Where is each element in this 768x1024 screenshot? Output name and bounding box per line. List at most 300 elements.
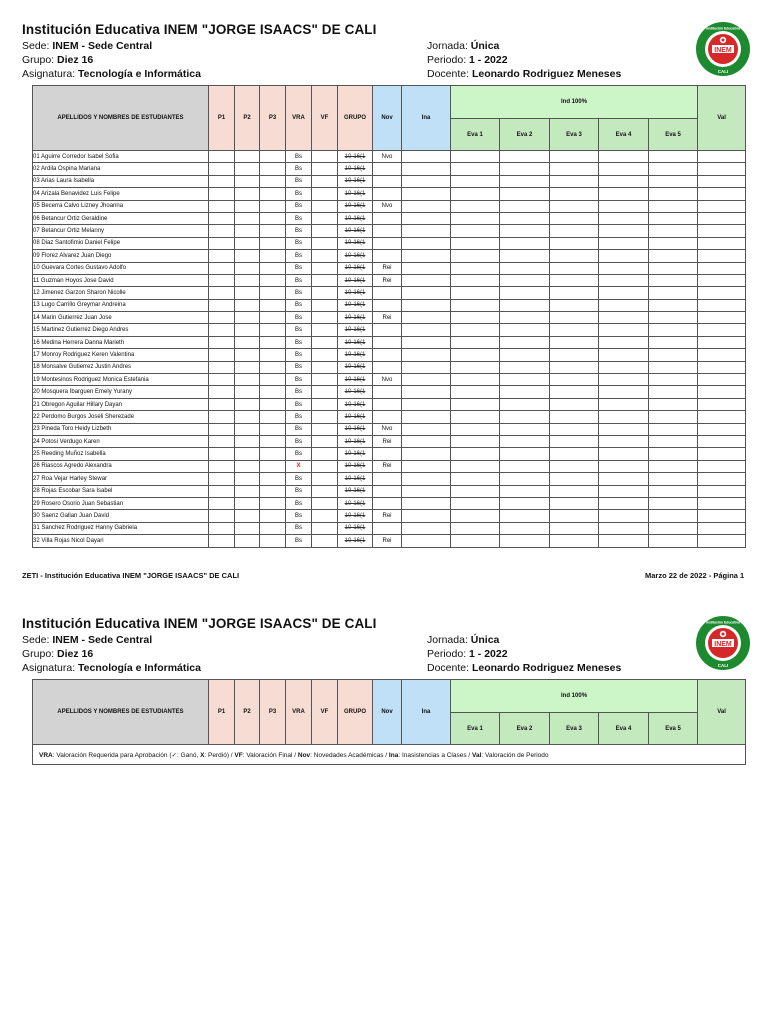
- header-eva-4-2: Eva 4: [599, 713, 649, 745]
- cell-ina: [402, 473, 451, 485]
- cell-eva-2: [500, 262, 550, 274]
- cell-eva-1: [451, 188, 500, 200]
- cell-vf: [312, 287, 338, 299]
- table-row: [33, 448, 746, 460]
- cell-nov: [373, 324, 402, 336]
- table-row: [33, 225, 746, 237]
- cell-p2: [235, 435, 260, 447]
- docente-value: Leonardo Rodriguez Meneses: [471, 68, 622, 80]
- cell-eva-2: [500, 535, 550, 547]
- cell-eva-4: [599, 200, 649, 212]
- cell-eva-3: [550, 151, 599, 163]
- table-row: [33, 423, 746, 435]
- cell-vf: [312, 510, 338, 522]
- student-name: 26 Riascos Agredo Alexandra: [33, 460, 209, 472]
- cell-p1: [209, 312, 235, 324]
- cell-grupo: 10-16(1: [338, 349, 373, 361]
- cell-ina: [402, 299, 451, 311]
- cell-eva-5: [649, 361, 698, 373]
- footer-date-page: Marzo 22 de 2022 - Página 1: [645, 571, 745, 580]
- cell-vra: Bs: [286, 274, 312, 286]
- cell-eva-5: [649, 312, 698, 324]
- cell-eva-5: [649, 336, 698, 348]
- cell-eva-2: [500, 361, 550, 373]
- cell-nov: [373, 473, 402, 485]
- cell-nov: [373, 411, 402, 423]
- cell-vra: Bs: [286, 225, 312, 237]
- cell-vra: Bs: [286, 535, 312, 547]
- header-ina: Ina: [402, 86, 451, 151]
- cell-grupo: 10-16(1: [338, 398, 373, 410]
- cell-eva-3: [550, 535, 599, 547]
- cell-eva-1: [451, 411, 500, 423]
- student-name: 07 Betancur Ortiz Melanny: [33, 225, 209, 237]
- jornada-label-2: Jornada:: [427, 634, 468, 646]
- student-name: 17 Monroy Rodriguez Keren Valentina: [33, 349, 209, 361]
- cell-eva-4: [599, 411, 649, 423]
- cell-ina: [402, 163, 451, 175]
- cell-grupo: 10-16(1: [338, 287, 373, 299]
- cell-vf: [312, 225, 338, 237]
- cell-vra: X: [286, 460, 312, 472]
- cell-eva-3: [550, 435, 599, 447]
- cell-eva-5: [649, 287, 698, 299]
- cell-nov: [373, 212, 402, 224]
- cell-vf: [312, 374, 338, 386]
- cell-val: [698, 237, 746, 249]
- cell-p1: [209, 188, 235, 200]
- header-eva-2-2: Eva 2: [500, 713, 550, 745]
- cell-ina: [402, 349, 451, 361]
- student-name: 04 Arizala Benavidez Luis Felipe: [33, 188, 209, 200]
- asignatura-value-2: Tecnología e Informática: [78, 662, 201, 674]
- cell-p1: [209, 225, 235, 237]
- cell-eva-1: [451, 435, 500, 447]
- cell-eva-1: [451, 163, 500, 175]
- table-row: [33, 262, 746, 274]
- report-page-2: [0, 594, 768, 1024]
- cell-nov: [373, 237, 402, 249]
- cell-eva-5: [649, 485, 698, 497]
- cell-eva-2: [500, 497, 550, 509]
- cell-eva-2: [500, 188, 550, 200]
- cell-vf: [312, 212, 338, 224]
- cell-nov: [373, 386, 402, 398]
- student-name: 24 Potosi Verdugo Karen: [33, 435, 209, 447]
- cell-vf: [312, 188, 338, 200]
- cell-p3: [260, 324, 286, 336]
- cell-val: [698, 274, 746, 286]
- student-name: 16 Medina Herrera Danna Marieth: [33, 336, 209, 348]
- student-name: 19 Montesinos Rodriguez Monica Estefania: [33, 374, 209, 386]
- header-p2-2: P2: [235, 680, 260, 745]
- cell-vra: Bs: [286, 151, 312, 163]
- cell-vra: Bs: [286, 361, 312, 373]
- cell-ina: [402, 535, 451, 547]
- cell-ina: [402, 324, 451, 336]
- cell-eva-3: [550, 460, 599, 472]
- table-row: [33, 374, 746, 386]
- cell-eva-1: [451, 212, 500, 224]
- cell-vf: [312, 522, 338, 534]
- cell-eva-2: [500, 250, 550, 262]
- cell-eva-4: [599, 324, 649, 336]
- cell-ina: [402, 225, 451, 237]
- jornada-value-2: Única: [470, 634, 500, 646]
- header-eva-4: Eva 4: [599, 119, 649, 151]
- cell-p3: [260, 473, 286, 485]
- cell-val: [698, 299, 746, 311]
- header-eva-1: Eva 1: [451, 119, 500, 151]
- cell-nov: [373, 175, 402, 187]
- header-nov-2: Nov: [373, 680, 402, 745]
- student-name: 30 Saenz Gallan Juan David: [33, 510, 209, 522]
- cell-vra: Bs: [286, 485, 312, 497]
- cell-val: [698, 473, 746, 485]
- cell-p3: [260, 151, 286, 163]
- cell-p2: [235, 312, 260, 324]
- cell-ina: [402, 237, 451, 249]
- student-name: 13 Lugo Carrillo Greymar Andreina: [33, 299, 209, 311]
- cell-val: [698, 200, 746, 212]
- sede-value: INEM - Sede Central: [52, 40, 153, 52]
- cell-eva-3: [550, 287, 599, 299]
- cell-grupo: 10-16(1: [338, 299, 373, 311]
- cell-nov: Rei: [373, 262, 402, 274]
- periodo-label: Periodo:: [427, 54, 467, 66]
- student-name: 08 Diaz Santofimio Daniel Felipe: [33, 237, 209, 249]
- cell-eva-3: [550, 349, 599, 361]
- cell-eva-2: [500, 163, 550, 175]
- table-row: [33, 188, 746, 200]
- table-row: [33, 435, 746, 447]
- cell-eva-1: [451, 423, 500, 435]
- cell-grupo: 10-16(1: [338, 522, 373, 534]
- cell-p3: [260, 522, 286, 534]
- cell-nov: Rei: [373, 435, 402, 447]
- student-name: 12 Jimenez Garzon Sharon Nicolle: [33, 287, 209, 299]
- cell-eva-2: [500, 336, 550, 348]
- institution-title-2: Institución Educativa INEM "JORGE ISAACS" DE CALI: [22, 616, 377, 631]
- meta-right-2: [427, 633, 621, 675]
- cell-vra: Bs: [286, 175, 312, 187]
- cell-ina: [402, 398, 451, 410]
- cell-vf: [312, 163, 338, 175]
- cell-eva-4: [599, 485, 649, 497]
- cell-val: [698, 188, 746, 200]
- cell-p3: [260, 312, 286, 324]
- cell-eva-3: [550, 200, 599, 212]
- student-name: 27 Roa Vejar Harley Stewar: [33, 473, 209, 485]
- cell-p3: [260, 435, 286, 447]
- cell-nov: [373, 448, 402, 460]
- cell-p3: [260, 374, 286, 386]
- table-row: [33, 336, 746, 348]
- cell-vf: [312, 312, 338, 324]
- cell-vra: Bs: [286, 398, 312, 410]
- cell-eva-3: [550, 212, 599, 224]
- cell-eva-5: [649, 175, 698, 187]
- cell-eva-1: [451, 448, 500, 460]
- header-names: APELLIDOS Y NOMBRES DE ESTUDIANTES: [33, 86, 209, 151]
- cell-eva-1: [451, 510, 500, 522]
- cell-nov: [373, 485, 402, 497]
- cell-eva-4: [599, 188, 649, 200]
- periodo-value: 1 - 2022: [469, 54, 508, 66]
- cell-grupo: 10-16(1: [338, 411, 373, 423]
- cell-p3: [260, 361, 286, 373]
- cell-ina: [402, 361, 451, 373]
- cell-p2: [235, 398, 260, 410]
- cell-vra: Bs: [286, 312, 312, 324]
- table-row: [33, 386, 746, 398]
- cell-p1: [209, 497, 235, 509]
- cell-nov: [373, 163, 402, 175]
- cell-eva-2: [500, 274, 550, 286]
- student-name: 14 Marin Gutierrez Juan Jose: [33, 312, 209, 324]
- cell-eva-2: [500, 212, 550, 224]
- cell-p3: [260, 274, 286, 286]
- cell-eva-5: [649, 497, 698, 509]
- cell-eva-1: [451, 460, 500, 472]
- cell-eva-4: [599, 448, 649, 460]
- cell-eva-3: [550, 510, 599, 522]
- cell-p1: [209, 349, 235, 361]
- cell-p3: [260, 423, 286, 435]
- cell-p3: [260, 535, 286, 547]
- cell-eva-3: [550, 522, 599, 534]
- cell-grupo: 10-16(1: [338, 336, 373, 348]
- cell-grupo: 10-16(1: [338, 237, 373, 249]
- meta-right: [427, 39, 621, 81]
- grupo-label: Grupo:: [22, 54, 55, 66]
- cell-eva-3: [550, 398, 599, 410]
- cell-eva-3: [550, 225, 599, 237]
- cell-nov: [373, 497, 402, 509]
- cell-ina: [402, 386, 451, 398]
- table-row: [33, 299, 746, 311]
- cell-eva-5: [649, 374, 698, 386]
- cell-eva-3: [550, 485, 599, 497]
- cell-val: [698, 485, 746, 497]
- cell-nov: Rei: [373, 460, 402, 472]
- student-name: 02 Ardila Ospina Mariana: [33, 163, 209, 175]
- cell-p1: [209, 212, 235, 224]
- cell-ina: [402, 374, 451, 386]
- cell-p2: [235, 361, 260, 373]
- table-row: [33, 535, 746, 547]
- cell-p2: [235, 336, 260, 348]
- cell-p2: [235, 411, 260, 423]
- asignatura-label: Asignatura:: [22, 68, 76, 80]
- cell-nov: Nvo: [373, 200, 402, 212]
- periodo-value-2: 1 - 2022: [469, 648, 508, 660]
- student-name: 15 Martinez Gutierrez Diego Andres: [33, 324, 209, 336]
- cell-val: [698, 287, 746, 299]
- cell-grupo: 10-16(1: [338, 151, 373, 163]
- cell-eva-1: [451, 336, 500, 348]
- cell-val: [698, 312, 746, 324]
- cell-p3: [260, 237, 286, 249]
- header-p1-2: P1: [209, 680, 235, 745]
- cell-vra: Bs: [286, 374, 312, 386]
- cell-eva-3: [550, 374, 599, 386]
- cell-nov: [373, 250, 402, 262]
- cell-p1: [209, 460, 235, 472]
- cell-eva-4: [599, 274, 649, 286]
- cell-eva-2: [500, 435, 550, 447]
- cell-p2: [235, 423, 260, 435]
- student-name: 09 Florez Alvarez Juan Diego: [33, 250, 209, 262]
- student-name: 18 Monsalve Gutierrez Justin Andres: [33, 361, 209, 373]
- cell-eva-1: [451, 522, 500, 534]
- cell-grupo: 10-16(1: [338, 188, 373, 200]
- cell-p3: [260, 225, 286, 237]
- cell-eva-2: [500, 448, 550, 460]
- svg-text:CALI: CALI: [717, 69, 729, 74]
- cell-eva-4: [599, 361, 649, 373]
- cell-grupo: 10-16(1: [338, 497, 373, 509]
- cell-eva-2: [500, 423, 550, 435]
- cell-eva-4: [599, 312, 649, 324]
- cell-eva-2: [500, 200, 550, 212]
- grades-table: [32, 85, 746, 548]
- sede-value-2: INEM - Sede Central: [52, 634, 153, 646]
- cell-p2: [235, 250, 260, 262]
- cell-vf: [312, 151, 338, 163]
- cell-eva-3: [550, 336, 599, 348]
- cell-grupo: 10-16(1: [338, 485, 373, 497]
- student-name: 21 Obregon Aguilar Hillary Dayan: [33, 398, 209, 410]
- student-name: 29 Rosero Osorio Juan Sebastian: [33, 497, 209, 509]
- cell-p2: [235, 473, 260, 485]
- cell-eva-5: [649, 411, 698, 423]
- cell-vra: Bs: [286, 212, 312, 224]
- institution-title: Institución Educativa INEM "JORGE ISAACS" DE CALI: [22, 22, 377, 37]
- cell-eva-3: [550, 188, 599, 200]
- footer-institution: ZETI - Institución Educativa INEM "JORGE ISAACS" DE CALI: [22, 571, 240, 580]
- cell-p1: [209, 274, 235, 286]
- cell-eva-2: [500, 374, 550, 386]
- cell-vf: [312, 262, 338, 274]
- cell-ina: [402, 510, 451, 522]
- table-row: [33, 151, 746, 163]
- table-row: [33, 361, 746, 373]
- cell-vf: [312, 200, 338, 212]
- cell-eva-3: [550, 274, 599, 286]
- student-name: 23 Pineda Toro Heidy Lizbeth: [33, 423, 209, 435]
- cell-vra: Bs: [286, 336, 312, 348]
- cell-vra: Bs: [286, 510, 312, 522]
- cell-val: [698, 411, 746, 423]
- cell-eva-4: [599, 237, 649, 249]
- cell-eva-4: [599, 299, 649, 311]
- cell-eva-1: [451, 386, 500, 398]
- cell-eva-5: [649, 250, 698, 262]
- cell-eva-5: [649, 398, 698, 410]
- cell-grupo: 10-16(1: [338, 510, 373, 522]
- cell-val: [698, 212, 746, 224]
- cell-nov: [373, 522, 402, 534]
- cell-p2: [235, 274, 260, 286]
- cell-vra: Bs: [286, 324, 312, 336]
- cell-p2: [235, 497, 260, 509]
- cell-vra: Bs: [286, 287, 312, 299]
- cell-ina: [402, 250, 451, 262]
- cell-grupo: 10-16(1: [338, 262, 373, 274]
- cell-vf: [312, 485, 338, 497]
- table-row: [33, 312, 746, 324]
- cell-grupo: 10-16(1: [338, 212, 373, 224]
- header-val-2: Val: [698, 680, 746, 745]
- cell-nov: [373, 188, 402, 200]
- cell-grupo: 10-16(1: [338, 312, 373, 324]
- cell-p3: [260, 460, 286, 472]
- cell-vra: Bs: [286, 250, 312, 262]
- cell-ina: [402, 336, 451, 348]
- cell-grupo: 10-16(1: [338, 386, 373, 398]
- cell-val: [698, 262, 746, 274]
- cell-p2: [235, 374, 260, 386]
- cell-ina: [402, 274, 451, 286]
- cell-val: [698, 250, 746, 262]
- cell-vf: [312, 250, 338, 262]
- cell-val: [698, 386, 746, 398]
- cell-eva-5: [649, 200, 698, 212]
- cell-val: [698, 497, 746, 509]
- cell-eva-3: [550, 175, 599, 187]
- meta-left-2: [22, 633, 201, 675]
- sede-label: Sede:: [22, 40, 50, 52]
- cell-eva-1: [451, 374, 500, 386]
- cell-nov: [373, 336, 402, 348]
- cell-grupo: 10-16(1: [338, 163, 373, 175]
- cell-ina: [402, 200, 451, 212]
- header-eva-3-2: Eva 3: [550, 713, 599, 745]
- svg-text:CALI: CALI: [717, 663, 729, 668]
- cell-eva-4: [599, 522, 649, 534]
- cell-val: [698, 163, 746, 175]
- cell-val: [698, 448, 746, 460]
- cell-nov: Nvo: [373, 151, 402, 163]
- cell-eva-5: [649, 262, 698, 274]
- cell-eva-3: [550, 448, 599, 460]
- student-rows: [33, 151, 746, 548]
- cell-grupo: 10-16(1: [338, 361, 373, 373]
- cell-grupo: 10-16(1: [338, 274, 373, 286]
- cell-nov: [373, 225, 402, 237]
- cell-ina: [402, 460, 451, 472]
- cell-p1: [209, 411, 235, 423]
- cell-ina: [402, 423, 451, 435]
- cell-vra: Bs: [286, 435, 312, 447]
- table-row: [33, 411, 746, 423]
- cell-vf: [312, 349, 338, 361]
- student-name: 06 Betancur Ortiz Geraldine: [33, 212, 209, 224]
- svg-text:INEM: INEM: [714, 641, 732, 648]
- table-row: [33, 250, 746, 262]
- table-row: [33, 175, 746, 187]
- cell-p3: [260, 398, 286, 410]
- cell-p2: [235, 188, 260, 200]
- cell-val: [698, 324, 746, 336]
- header-eva-5: Eva 5: [649, 119, 698, 151]
- cell-p3: [260, 448, 286, 460]
- cell-eva-4: [599, 349, 649, 361]
- cell-vf: [312, 435, 338, 447]
- table-row: [33, 324, 746, 336]
- cell-vf: [312, 299, 338, 311]
